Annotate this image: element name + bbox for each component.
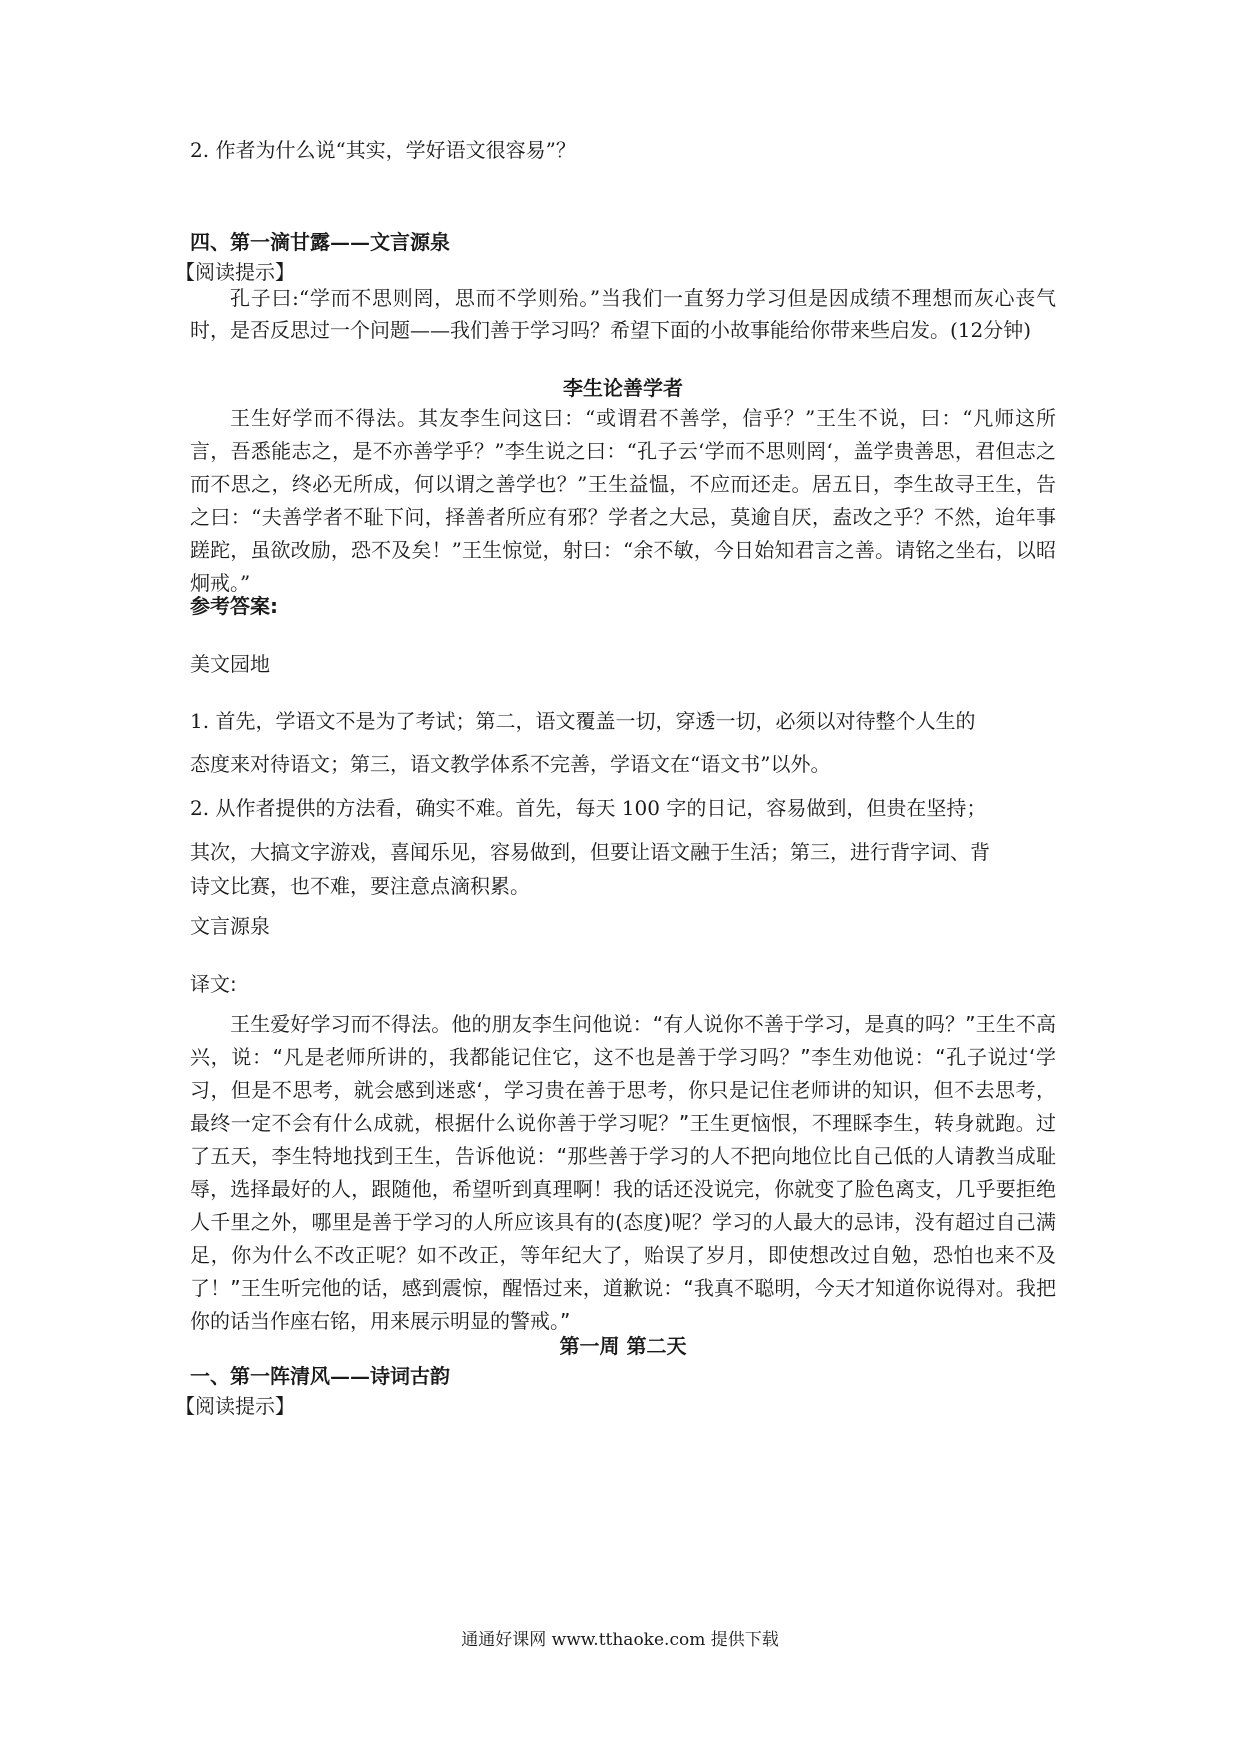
week-reading-hint-label: 【阅读提示】: [175, 1394, 295, 1418]
week-heading: 第一周 第二天: [559, 1334, 687, 1358]
answers-heading: 参考答案:: [190, 594, 278, 618]
answer-2-line-2: 其次，大搞文字游戏，喜闻乐见，容易做到，但要让语文融于生活；第三，进行背字词、背: [190, 840, 990, 864]
answer-1-line-2: 态度来对待语文；第三，语文教学体系不完善，学语文在“语文书”以外。: [190, 752, 831, 776]
answers-subheading-wenyan: 文言源泉: [190, 914, 270, 938]
story-text: 王生好学而不得法。其友李生问这曰：“或谓君不善学，信乎？”王生不说，曰：“凡师这所言，吾悉能志之，是不亦善学乎？”李生说之曰：“孔子云‘学而不思则罔‘，盖学贵善思，君但志之而不思之，终必无所成，何以谓之善学也？”王生益愠，不应而还走。居五日，李生故寻王生，告之曰：“夫善学者不耻下问，择善者所应有邪？学者之大忌，莫逾自厌，盍改之乎？不然，迨年事蹉跎，虽欲改励，恐不及矣！”王生惊觉，射曰：“余不敏，今日始知君言之善。请铭之坐右，以昭炯戒。”: [190, 406, 1056, 595]
section-4-heading: 四、第一滴甘露——文言源泉: [190, 230, 450, 254]
story-title: 李生论善学者: [563, 376, 683, 400]
reading-hint-text: 孔子曰:“学而不思则罔，思而不学则殆。”当我们一直努力学习但是因成绩不理想而灰心丧气时，是否反思过一个问题——我们善于学习吗？希望下面的小故事能给你带来些启发。(12分钟): [190, 286, 1056, 342]
page-footer: 通通好课网 www.tthaoke.com 提供下载: [461, 1630, 779, 1650]
answers-subheading-meiwen: 美文园地: [190, 652, 270, 676]
answer-1-line-1: 1. 首先，学语文不是为了考试；第二，语文覆盖一切，穿透一切，必须以对待整个人生的: [190, 709, 976, 733]
answer-2-line-1: 2. 从作者提供的方法看，确实不难。首先，每天 100 字的日记，容易做到，但贵在坚持；: [190, 796, 987, 820]
reading-hint-label: 【阅读提示】: [175, 260, 295, 284]
translation-label: 译文:: [190, 972, 237, 996]
week-section-1-heading: 一、第一阵清风——诗词古韵: [190, 1364, 450, 1388]
translation-text: 王生爱好学习而不得法。他的朋友李生问他说：“有人说你不善于学习，是真的吗？”王生不高兴，说：“凡是老师所讲的，我都能记住它，这不也是善于学习吗？”李生劝他说：“孔子说过‘学习，但是不思考，就会感到迷惑‘，学习贵在善于思考，你只是记住老师讲的知识，但不去思考，最终一定不会有什么成就，根据什么说你善于学习呢？”王生更恼恨，不理睬李生，转身就跑。过了五天，李生特地找到王生，告诉他说：“那些善于学习的人不把向地位比自己低的人请教当成耻辱，选择最好的人，跟随他，希望听到真理啊！我的话还没说完，你就变了脸色离支，几乎要拒绝人千里之外，哪里是善于学习的人所应该具有的(态度)呢？学习的人最大的忌讳，没有超过自己满足，你为什么不改正呢？如不改正，等年纪大了，贻误了岁月，即使想改过自勉，恐怕也来不及了！”王生听完他的话，感到震惊，醒悟过来，道歉说：“我真不聪明，今天才知道你说得对。我把你的话当作座右铭，用来展示明显的警戒。”: [190, 1012, 1056, 1333]
question-2: 2. 作者为什么说“其实，学好语文很容易”？: [190, 138, 576, 162]
answer-2-line-3: 诗文比赛，也不难，要注意点滴积累。: [190, 874, 530, 898]
